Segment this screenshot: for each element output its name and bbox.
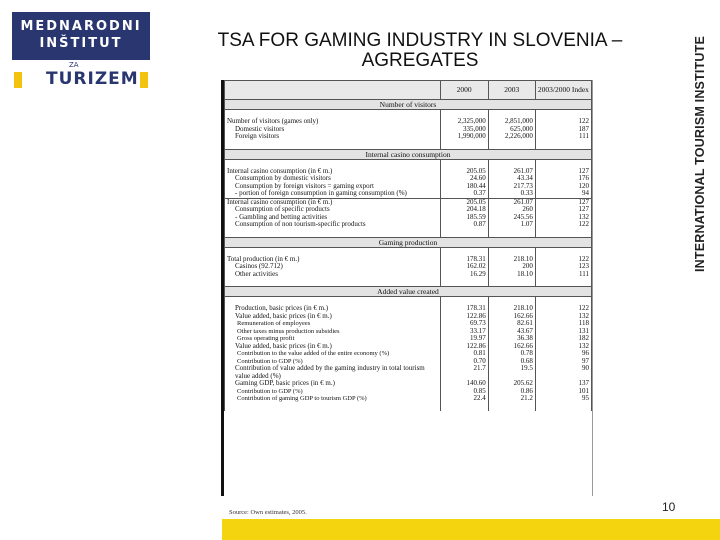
row-value-2003: 18.10 (488, 271, 535, 279)
row-value-2003: 217.73 (488, 183, 535, 191)
row-value-index: 132 (535, 313, 591, 321)
table-row (225, 263, 592, 271)
row-value-index: 131 (535, 328, 591, 336)
row-label: - Gambling and betting activities (225, 214, 441, 222)
row-value-2000: 19.97 (440, 335, 488, 343)
row-label: Contribution to GDP (%) (225, 358, 441, 366)
row-value-index: 182 (535, 335, 591, 343)
header-cell-index: 2003/2000 Index (535, 81, 591, 100)
row-label: Internal casino consumption (in € m.) (225, 198, 441, 206)
row-value-2000: 2,325,000 (440, 118, 488, 126)
row-label: Foreign visitors (225, 133, 441, 141)
row-label: Casinos (92.712) (225, 263, 441, 271)
row-value-2000: 122.86 (440, 313, 488, 321)
row-value-index: 95 (535, 395, 591, 403)
row-value-index: 132 (535, 343, 591, 351)
row-value-2003: 21.2 (488, 395, 535, 403)
row-value-2003: 0.68 (488, 358, 535, 366)
logo-line-3: ZA (69, 61, 79, 69)
section-title: Added value created (225, 287, 592, 297)
table-row (225, 365, 592, 380)
table-row (225, 380, 592, 388)
tsa-table (224, 80, 592, 411)
row-value-2003: 36.38 (488, 335, 535, 343)
section-title: Internal casino consumption (225, 149, 592, 159)
row-value-index: 122 (535, 305, 591, 313)
row-value-2003: 200 (488, 263, 535, 271)
row-value-2003: 245.56 (488, 214, 535, 222)
row-value-2000: 33.17 (440, 328, 488, 336)
row-value-2000: 21.7 (440, 365, 488, 380)
row-value-2000: 140.60 (440, 380, 488, 388)
row-label: Value added, basic prices (in € m.) (225, 343, 441, 351)
row-label: Consumption of specific products (225, 206, 441, 214)
spacer-cell (535, 141, 591, 150)
spacer-cell (440, 403, 488, 411)
row-value-2000: 205.05 (440, 168, 488, 176)
table-row (225, 313, 592, 321)
row-value-index: 127 (535, 168, 591, 176)
tsa-table-sheet (221, 80, 593, 496)
section-header-row (225, 149, 592, 159)
row-value-index: 101 (535, 388, 591, 396)
row-label: - portion of foreign consumption in gaming consumption (%) (225, 190, 441, 198)
spacer-cell (440, 278, 488, 287)
row-value-2000: 0.87 (440, 221, 488, 229)
row-value-index: 122 (535, 118, 591, 126)
row-value-2003: 261.07 (488, 198, 535, 206)
row-value-2000: 205.05 (440, 198, 488, 206)
spacer-cell (225, 229, 441, 238)
row-value-2000: 69.73 (440, 320, 488, 328)
row-value-index: 111 (535, 133, 591, 141)
spacer-cell (488, 229, 535, 238)
table-row (225, 395, 592, 403)
row-value-index: 187 (535, 126, 591, 134)
row-label: Number of visitors (games only) (225, 118, 441, 126)
header-cell-2003: 2003 (488, 81, 535, 100)
row-value-2003: 43.67 (488, 328, 535, 336)
row-value-2003: 1.07 (488, 221, 535, 229)
table-row (225, 320, 592, 328)
table-row (225, 388, 592, 396)
spacer-cell (225, 141, 441, 150)
section-header-row (225, 287, 592, 297)
row-label: Internal casino consumption (in € m.) (225, 168, 441, 176)
table-row (225, 328, 592, 336)
row-value-2000: 180.44 (440, 183, 488, 191)
header-cell-2000: 2000 (440, 81, 488, 100)
row-label: Consumption by foreign visitors = gaming export (225, 183, 441, 191)
row-label: Contribution to GDP (%) (225, 388, 441, 396)
row-label: Value added, basic prices (in € m.) (225, 313, 441, 321)
row-value-2000: 178.31 (440, 256, 488, 264)
row-value-2003: 625,000 (488, 126, 535, 134)
table-row (225, 126, 592, 134)
row-value-index: 127 (535, 198, 591, 206)
section-header-row (225, 237, 592, 247)
row-label: Domestic visitors (225, 126, 441, 134)
spacer-cell (535, 403, 591, 411)
spacer-cell (225, 278, 441, 287)
table-row (225, 343, 592, 351)
spacer-cell (440, 229, 488, 238)
table-row (225, 271, 592, 279)
row-label: Total production (in € m.) (225, 256, 441, 264)
table-header-row (225, 81, 592, 100)
slide-title: TSA FOR GAMING INDUSTRY IN SLOVENIA – AGREGATES (217, 30, 623, 71)
row-value-index: 90 (535, 365, 591, 380)
spacer-row (225, 141, 592, 150)
header-cell-label (225, 81, 441, 100)
row-value-2000: 178.31 (440, 305, 488, 313)
table-row (225, 221, 592, 229)
logo-line-4: TURIZEM (46, 69, 139, 89)
row-value-2003: 0.33 (488, 190, 535, 198)
section-title: Number of visitors (225, 100, 592, 110)
row-label: Other activities (225, 271, 441, 279)
spacer-cell (535, 229, 591, 238)
row-label: Contribution of value added by the gaming industry in total tourism value added (%) (225, 365, 441, 380)
institute-logo (12, 12, 150, 90)
row-label: Contribution of gaming GDP to tourism GDP (%) (225, 395, 441, 403)
row-value-index: 132 (535, 214, 591, 222)
spacer-cell (440, 141, 488, 150)
row-value-2000: 22.4 (440, 395, 488, 403)
row-value-2000: 185.59 (440, 214, 488, 222)
row-value-index: 96 (535, 350, 591, 358)
row-label: Contribution to the value added of the entire economy (%) (225, 350, 441, 358)
table-row (225, 350, 592, 358)
row-value-index: 94 (535, 190, 591, 198)
row-value-index: 118 (535, 320, 591, 328)
row-value-2000: 0.70 (440, 358, 488, 366)
row-value-2000: 204.18 (440, 206, 488, 214)
row-value-index: 123 (535, 263, 591, 271)
logo-yellow-square-right (140, 72, 148, 88)
spacer-cell (225, 403, 441, 411)
logo-banner (12, 12, 150, 60)
row-value-2000: 0.37 (440, 190, 488, 198)
row-value-index: 97 (535, 358, 591, 366)
row-value-2003: 260 (488, 206, 535, 214)
row-label: Remuneration of employees (225, 320, 441, 328)
row-value-2000: 16.29 (440, 271, 488, 279)
section-title: Gaming production (225, 237, 592, 247)
row-value-2003: 162.66 (488, 313, 535, 321)
row-value-2003: 162.66 (488, 343, 535, 351)
row-value-index: 122 (535, 256, 591, 264)
row-value-index: 127 (535, 206, 591, 214)
row-value-2003: 261.07 (488, 168, 535, 176)
row-label: Consumption of non tourism-specific products (225, 221, 441, 229)
row-value-index: 137 (535, 380, 591, 388)
logo-lower (12, 60, 150, 90)
row-value-index: 120 (535, 183, 591, 191)
row-value-index: 111 (535, 271, 591, 279)
row-value-2000: 335,000 (440, 126, 488, 134)
row-label: Consumption by domestic visitors (225, 175, 441, 183)
row-value-2003: 0.78 (488, 350, 535, 358)
table-row (225, 190, 592, 198)
spacer-cell (535, 278, 591, 287)
row-value-2003: 2,226,000 (488, 133, 535, 141)
spacer-cell (488, 403, 535, 411)
section-header-row (225, 100, 592, 110)
footer-yellow-bar (222, 519, 720, 540)
row-value-2000: 0.81 (440, 350, 488, 358)
page-number: 10 (662, 500, 676, 514)
row-value-index: 176 (535, 175, 591, 183)
row-value-2003: 82.61 (488, 320, 535, 328)
spacer-row (225, 229, 592, 238)
row-value-2003: 218.10 (488, 256, 535, 264)
spacer-row (225, 278, 592, 287)
logo-line-2: INŠTITUT (39, 36, 123, 51)
row-label: Other taxes minus production subsidies (225, 328, 441, 336)
row-value-2003: 218.10 (488, 305, 535, 313)
spacer-row (225, 403, 592, 411)
row-value-2003: 19.5 (488, 365, 535, 380)
logo-line-1: MEDNARODNI (20, 19, 142, 34)
side-label: INTERNATIONAL TOURISM INSTITUTE (693, 35, 707, 273)
row-value-2000: 122.86 (440, 343, 488, 351)
row-value-2003: 2,851,000 (488, 118, 535, 126)
spacer-cell (488, 141, 535, 150)
row-value-index: 122 (535, 221, 591, 229)
row-value-2000: 162.02 (440, 263, 488, 271)
row-value-2003: 43.34 (488, 175, 535, 183)
row-label: Gaming GDP, basic prices (in € m.) (225, 380, 441, 388)
table-row (225, 133, 592, 141)
row-value-2000: 1,990,000 (440, 133, 488, 141)
row-label: Production, basic prices (in € m.) (225, 305, 441, 313)
row-value-2003: 0.86 (488, 388, 535, 396)
row-value-2003: 205.62 (488, 380, 535, 388)
source-note: Source: Own estimates, 2005. (229, 509, 307, 516)
spacer-cell (488, 278, 535, 287)
row-label: Gross operating profit (225, 335, 441, 343)
row-value-2000: 0.85 (440, 388, 488, 396)
logo-yellow-square-left (14, 72, 22, 88)
row-value-2000: 24.60 (440, 175, 488, 183)
